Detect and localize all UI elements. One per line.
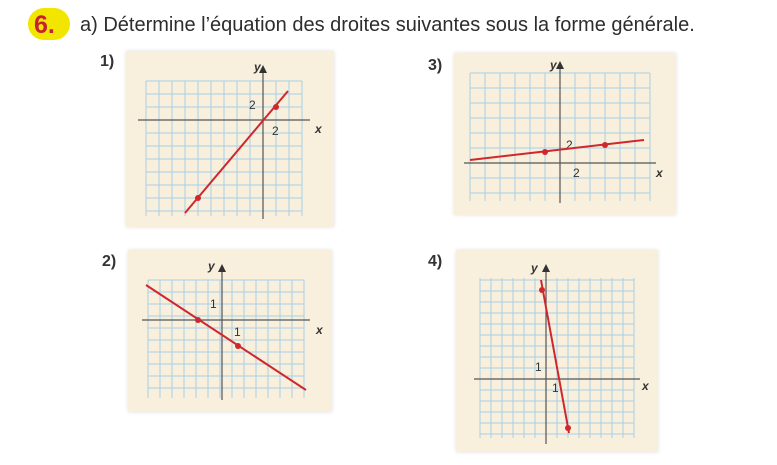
graph-3-x-label: x [656, 166, 663, 180]
graph-2-point-b [235, 343, 241, 349]
graph-1-x-label: x [315, 122, 322, 136]
exercise-header [8, 6, 768, 42]
graph-4-point-b [565, 425, 571, 431]
graph-3-panel [454, 53, 676, 215]
graph-3-y-label: y [550, 58, 557, 72]
graph-1-y-label: y [254, 60, 261, 74]
graph-4-y-tick-label: 1 [535, 360, 542, 374]
graph-4-grid [480, 278, 634, 438]
graph-3-x-tick-label: 2 [573, 166, 580, 180]
exercise-number: 6. [34, 11, 55, 39]
graph-2-x-tick-label: 1 [234, 325, 241, 339]
graph-2-axes [142, 272, 310, 400]
graph-4-y-arrow [542, 264, 550, 272]
graph-2 [128, 250, 332, 412]
graph-3-y-arrow [556, 61, 564, 69]
graph-4-label: 4) [428, 253, 443, 270]
graph-3-line [470, 140, 644, 160]
graph-2-grid [148, 280, 304, 398]
graph-2-line [146, 285, 306, 390]
graph-4-x-label: x [642, 379, 649, 393]
graph-4-point-a [539, 287, 545, 293]
graph-3-axes [464, 67, 656, 203]
graph-2-label: 2) [102, 253, 117, 270]
graph-2-x-label: x [316, 323, 323, 337]
graph-2-panel [128, 250, 332, 412]
graph-1 [126, 51, 334, 227]
graph-2-y-label: y [208, 259, 215, 273]
graph-1-point-b [195, 195, 201, 201]
graph-1-x-tick-label: 2 [272, 124, 279, 138]
graph-4-y-label: y [531, 261, 538, 275]
graph-3-label: 3) [428, 57, 443, 74]
graph-1-label: 1) [100, 53, 115, 70]
graph-2-point-a [195, 317, 201, 323]
graph-1-y-tick-label: 2 [249, 98, 256, 112]
graph-1-panel [126, 51, 334, 227]
graph-3-y-tick-label: 2 [566, 138, 573, 152]
graph-3-point-a [542, 149, 548, 155]
graph-3 [454, 53, 676, 215]
graph-1-point-a [273, 104, 279, 110]
graph-4-x-tick-label: 1 [552, 381, 559, 395]
graph-4 [456, 250, 658, 452]
exercise-instruction: a) Détermine l’équation des droites suivantes sous la forme générale. [80, 14, 695, 36]
graph-2-y-tick-label: 1 [210, 297, 217, 311]
graph-2-y-arrow [218, 264, 226, 272]
graph-3-point-b [602, 142, 608, 148]
graph-4-panel [456, 250, 658, 452]
